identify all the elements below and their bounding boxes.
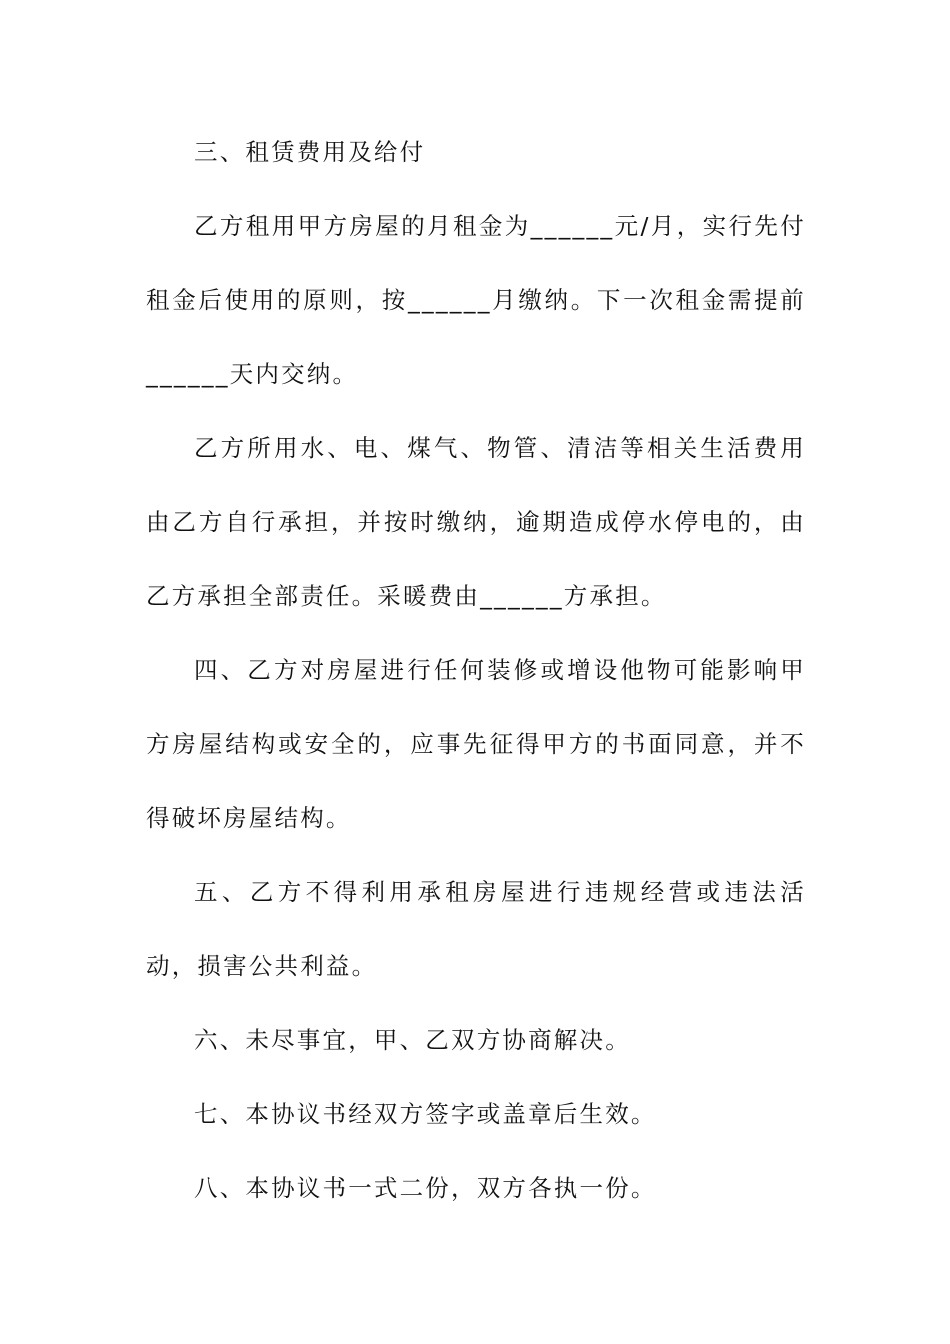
clause-six-other-matters: 六、未尽事宜，甲、乙双方协商解决。 [194, 1026, 631, 1054]
clause-five-illegal-use: 五、乙方不得利用承租房屋进行违规经营或违法活动，损害公共利益。 [146, 878, 806, 980]
clause-eight-copies: 八、本协议书一式二份，双方各执一份。 [194, 1174, 657, 1202]
clause-four-renovation: 四、乙方对房屋进行任何装修或增设他物可能影响甲方房屋结构或安全的，应事先征得甲方的书面同意，并不得破坏房屋结构。 [146, 656, 806, 832]
clause-seven-effective: 七、本协议书经双方签字或盖章后生效。 [194, 1100, 657, 1128]
section-heading-rent-payment: 三、租赁费用及给付 [194, 138, 426, 166]
document-body [146, 115, 806, 1225]
paragraph-monthly-rent: 乙方租用甲方房屋的月租金为______元/月，实行先付租金后使用的原则，按______月缴纳。下一次租金需提前______天内交纳。 [146, 212, 806, 388]
paragraph-living-expenses: 乙方所用水、电、煤气、物管、清洁等相关生活费用由乙方自行承担，并按时缴纳，逾期造成停水停电的，由乙方承担全部责任。采暖费由______方承担。 [146, 434, 806, 610]
